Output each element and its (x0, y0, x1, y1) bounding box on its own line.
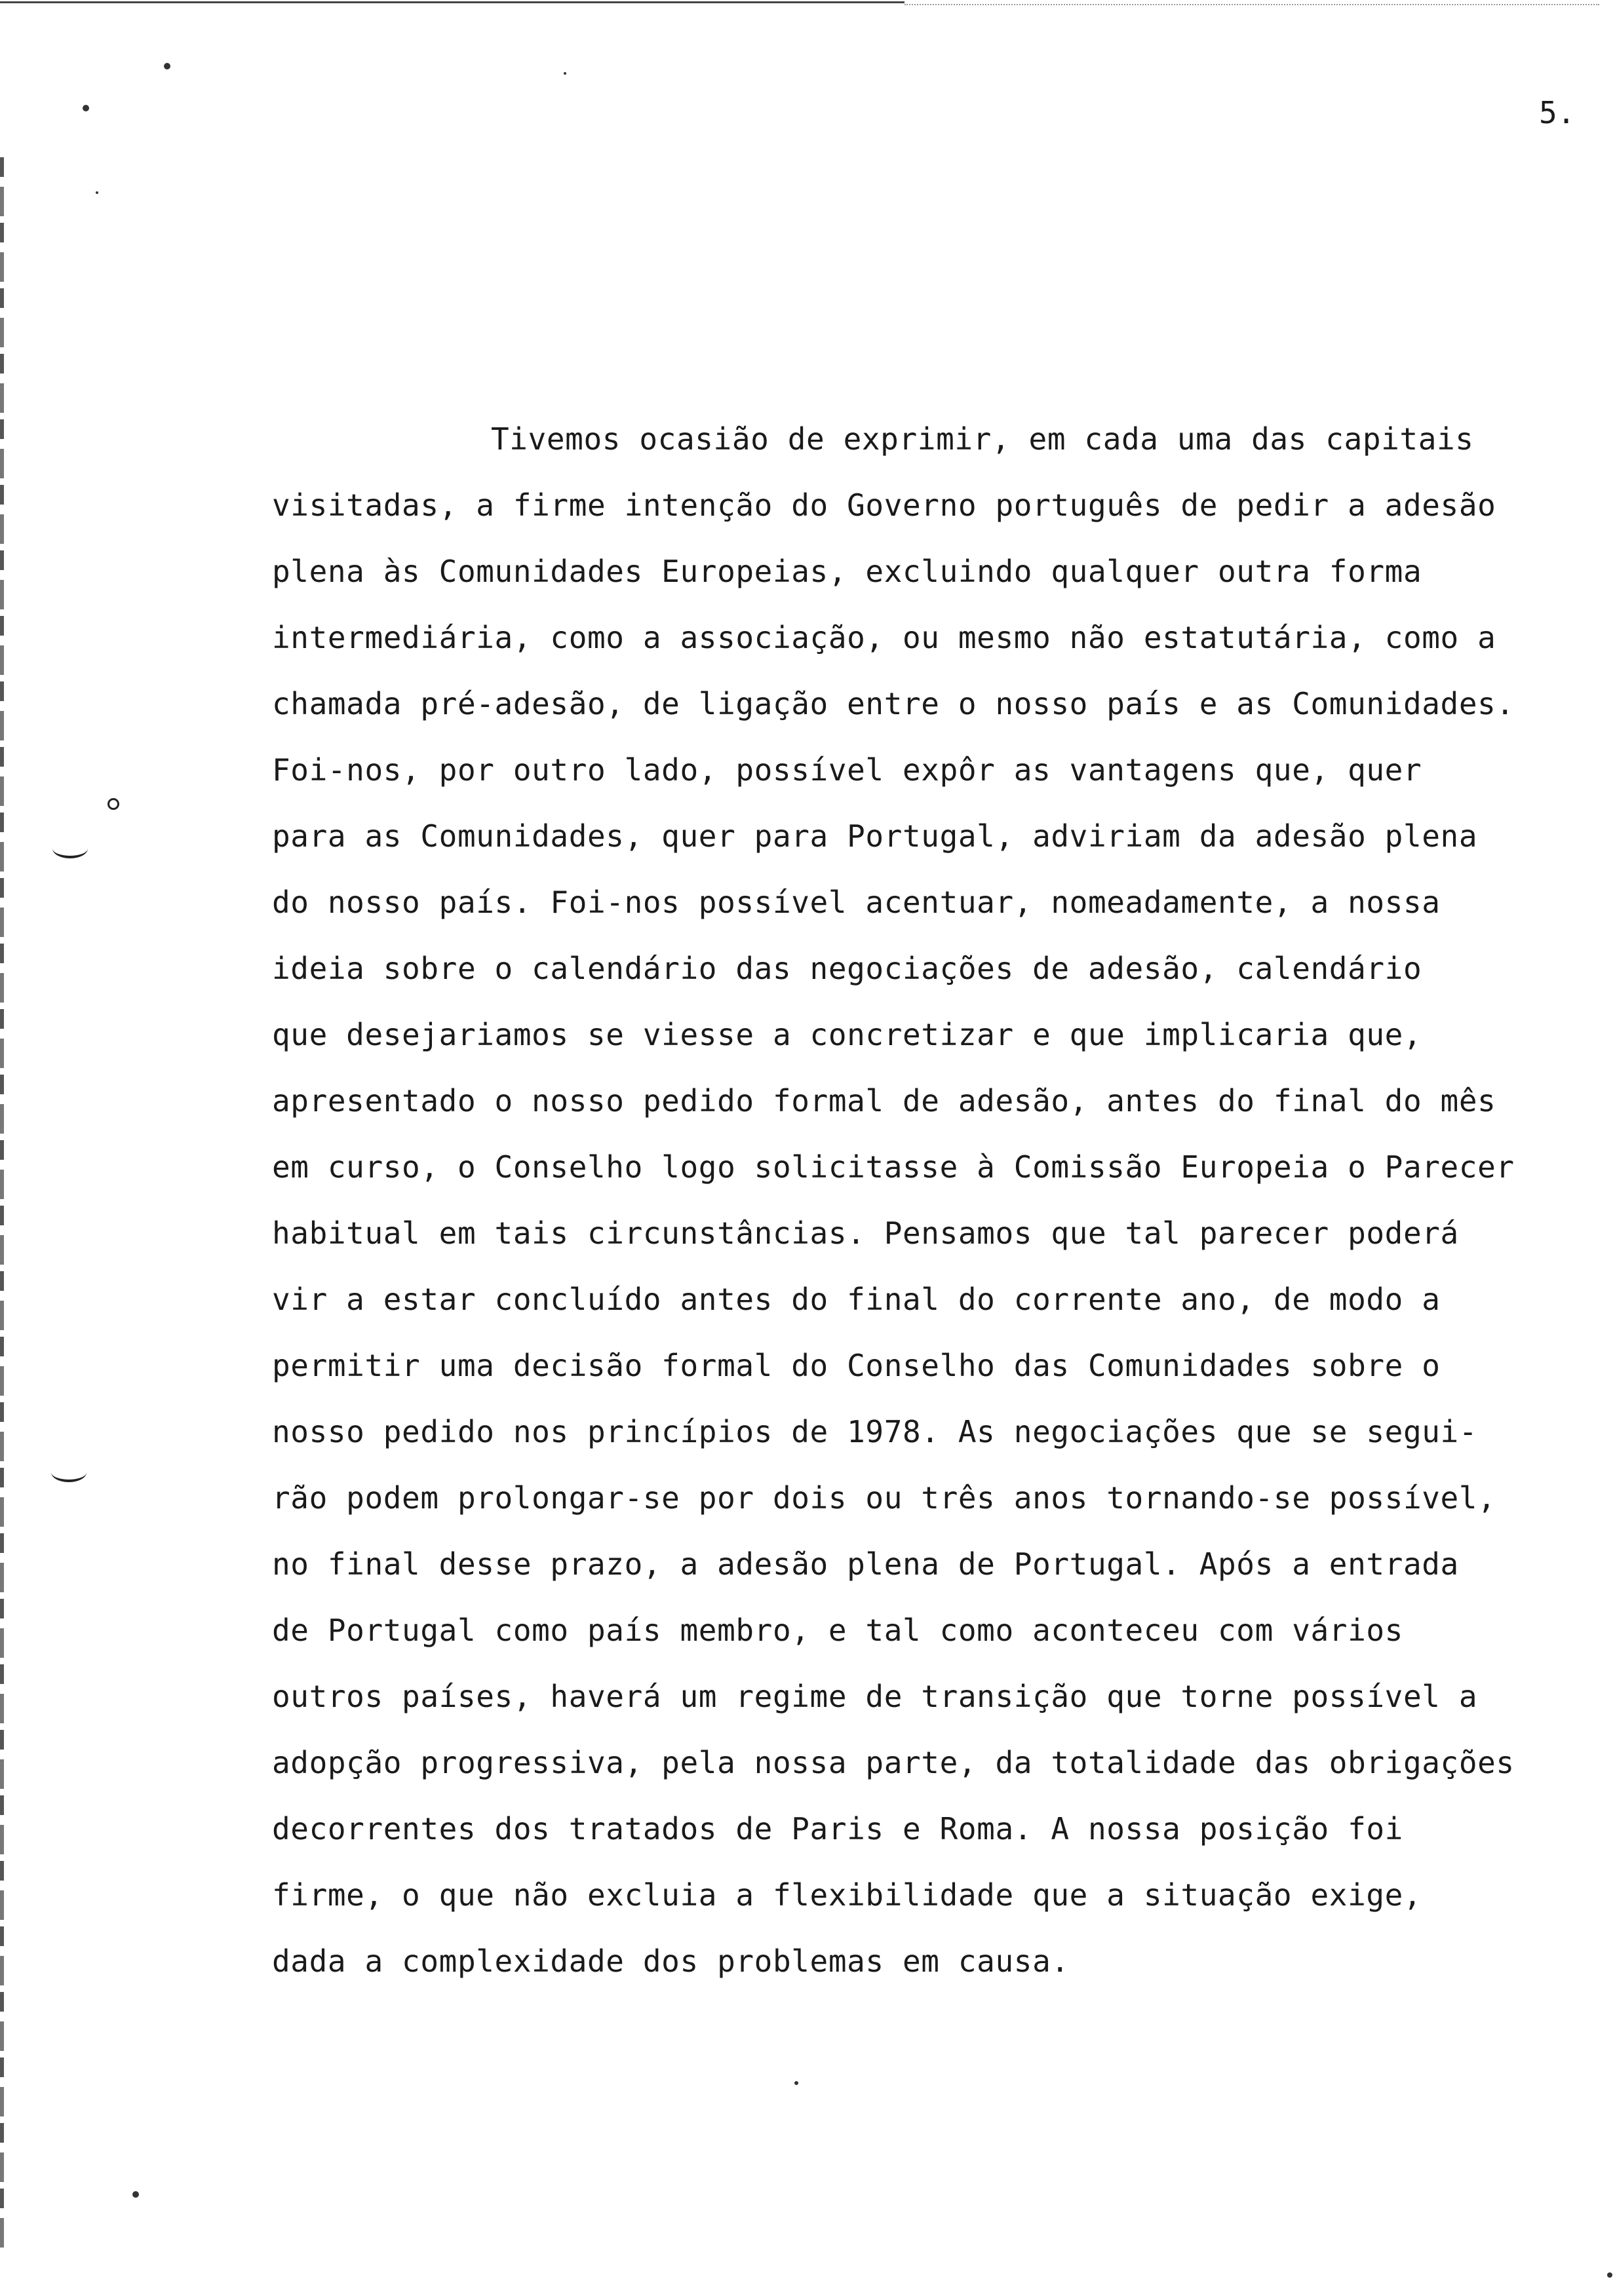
text-line: adopção progressiva, pela nossa parte, da totalidade das obrigações (272, 1745, 1515, 1780)
scan-speck (83, 105, 89, 111)
text-line: dada a complexidade dos problemas em causa. (272, 1943, 1070, 1979)
scan-speck (96, 191, 98, 194)
margin-circle-mark (107, 798, 119, 810)
scan-speck (132, 2191, 139, 2198)
scan-speck (164, 63, 170, 69)
text-line: outros países, haverá um regime de transição que torne possível a (272, 1679, 1478, 1714)
left-binding-edge (0, 157, 4, 2254)
text-line: intermediária, como a associação, ou mesmo não estatutária, como a (272, 620, 1496, 655)
text-line: nosso pedido nos princípios de 1978. As negociações que se segui- (272, 1414, 1478, 1449)
body-paragraph (272, 419, 1576, 2008)
text-line: do nosso país. Foi-nos possível acentuar, nomeadamente, a nossa (272, 885, 1441, 920)
text-line: visitadas, a firme intenção do Governo português de pedir a adesão (272, 488, 1496, 523)
text-line: habitual em tais circunstâncias. Pensamos que tal parecer poderá (272, 1215, 1459, 1251)
text-line: em curso, o Conselho logo solicitasse à Comissão Europeia o Parecer (272, 1149, 1515, 1185)
scan-speck (564, 72, 566, 75)
text-line: para as Comunidades, quer para Portugal, adviriam da adesão plena (272, 818, 1478, 854)
text-line: no final desse prazo, a adesão plena de Portugal. Após a entrada (272, 1546, 1459, 1582)
top-edge-rule (0, 1, 905, 3)
text-line: chamada pré-adesão, de ligação entre o nosso país e as Comunidades. (272, 686, 1515, 721)
page-number: 5. (1539, 95, 1576, 130)
text-line: Tivemos ocasião de exprimir, em cada uma das capitais (491, 421, 1474, 457)
text-line: rão podem prolongar-se por dois ou três anos tornando-se possível, (272, 1480, 1496, 1516)
text-line: permitir uma decisão formal do Conselho das Comunidades sobre o (272, 1348, 1441, 1383)
text-line: que desejariamos se viesse a concretizar e que implicaria que, (272, 1017, 1422, 1052)
scan-speck (794, 2081, 798, 2085)
text-line: decorrentes dos tratados de Paris e Roma. A nossa posição foi (272, 1811, 1403, 1846)
text-line: ideia sobre o calendário das negociações de adesão, calendário (272, 951, 1422, 986)
text-line: vir a estar concluído antes do final do corrente ano, de modo a (272, 1282, 1441, 1317)
text-line: firme, o que não excluia a flexibilidade que a situação exige, (272, 1877, 1422, 1913)
text-line: plena às Comunidades Europeias, excluindo qualquer outra forma (272, 554, 1422, 589)
scan-speck (1607, 2272, 1612, 2278)
top-edge-dotted-rule (905, 4, 1599, 5)
margin-curve-mark (52, 839, 88, 858)
text-line: apresentado o nosso pedido formal de adesão, antes do final do mês (272, 1083, 1496, 1119)
text-line: de Portugal como país membro, e tal como aconteceu com vários (272, 1613, 1403, 1648)
text-line: Foi-nos, por outro lado, possível expôr as vantagens que, quer (272, 752, 1422, 788)
margin-curve-mark (51, 1463, 87, 1482)
